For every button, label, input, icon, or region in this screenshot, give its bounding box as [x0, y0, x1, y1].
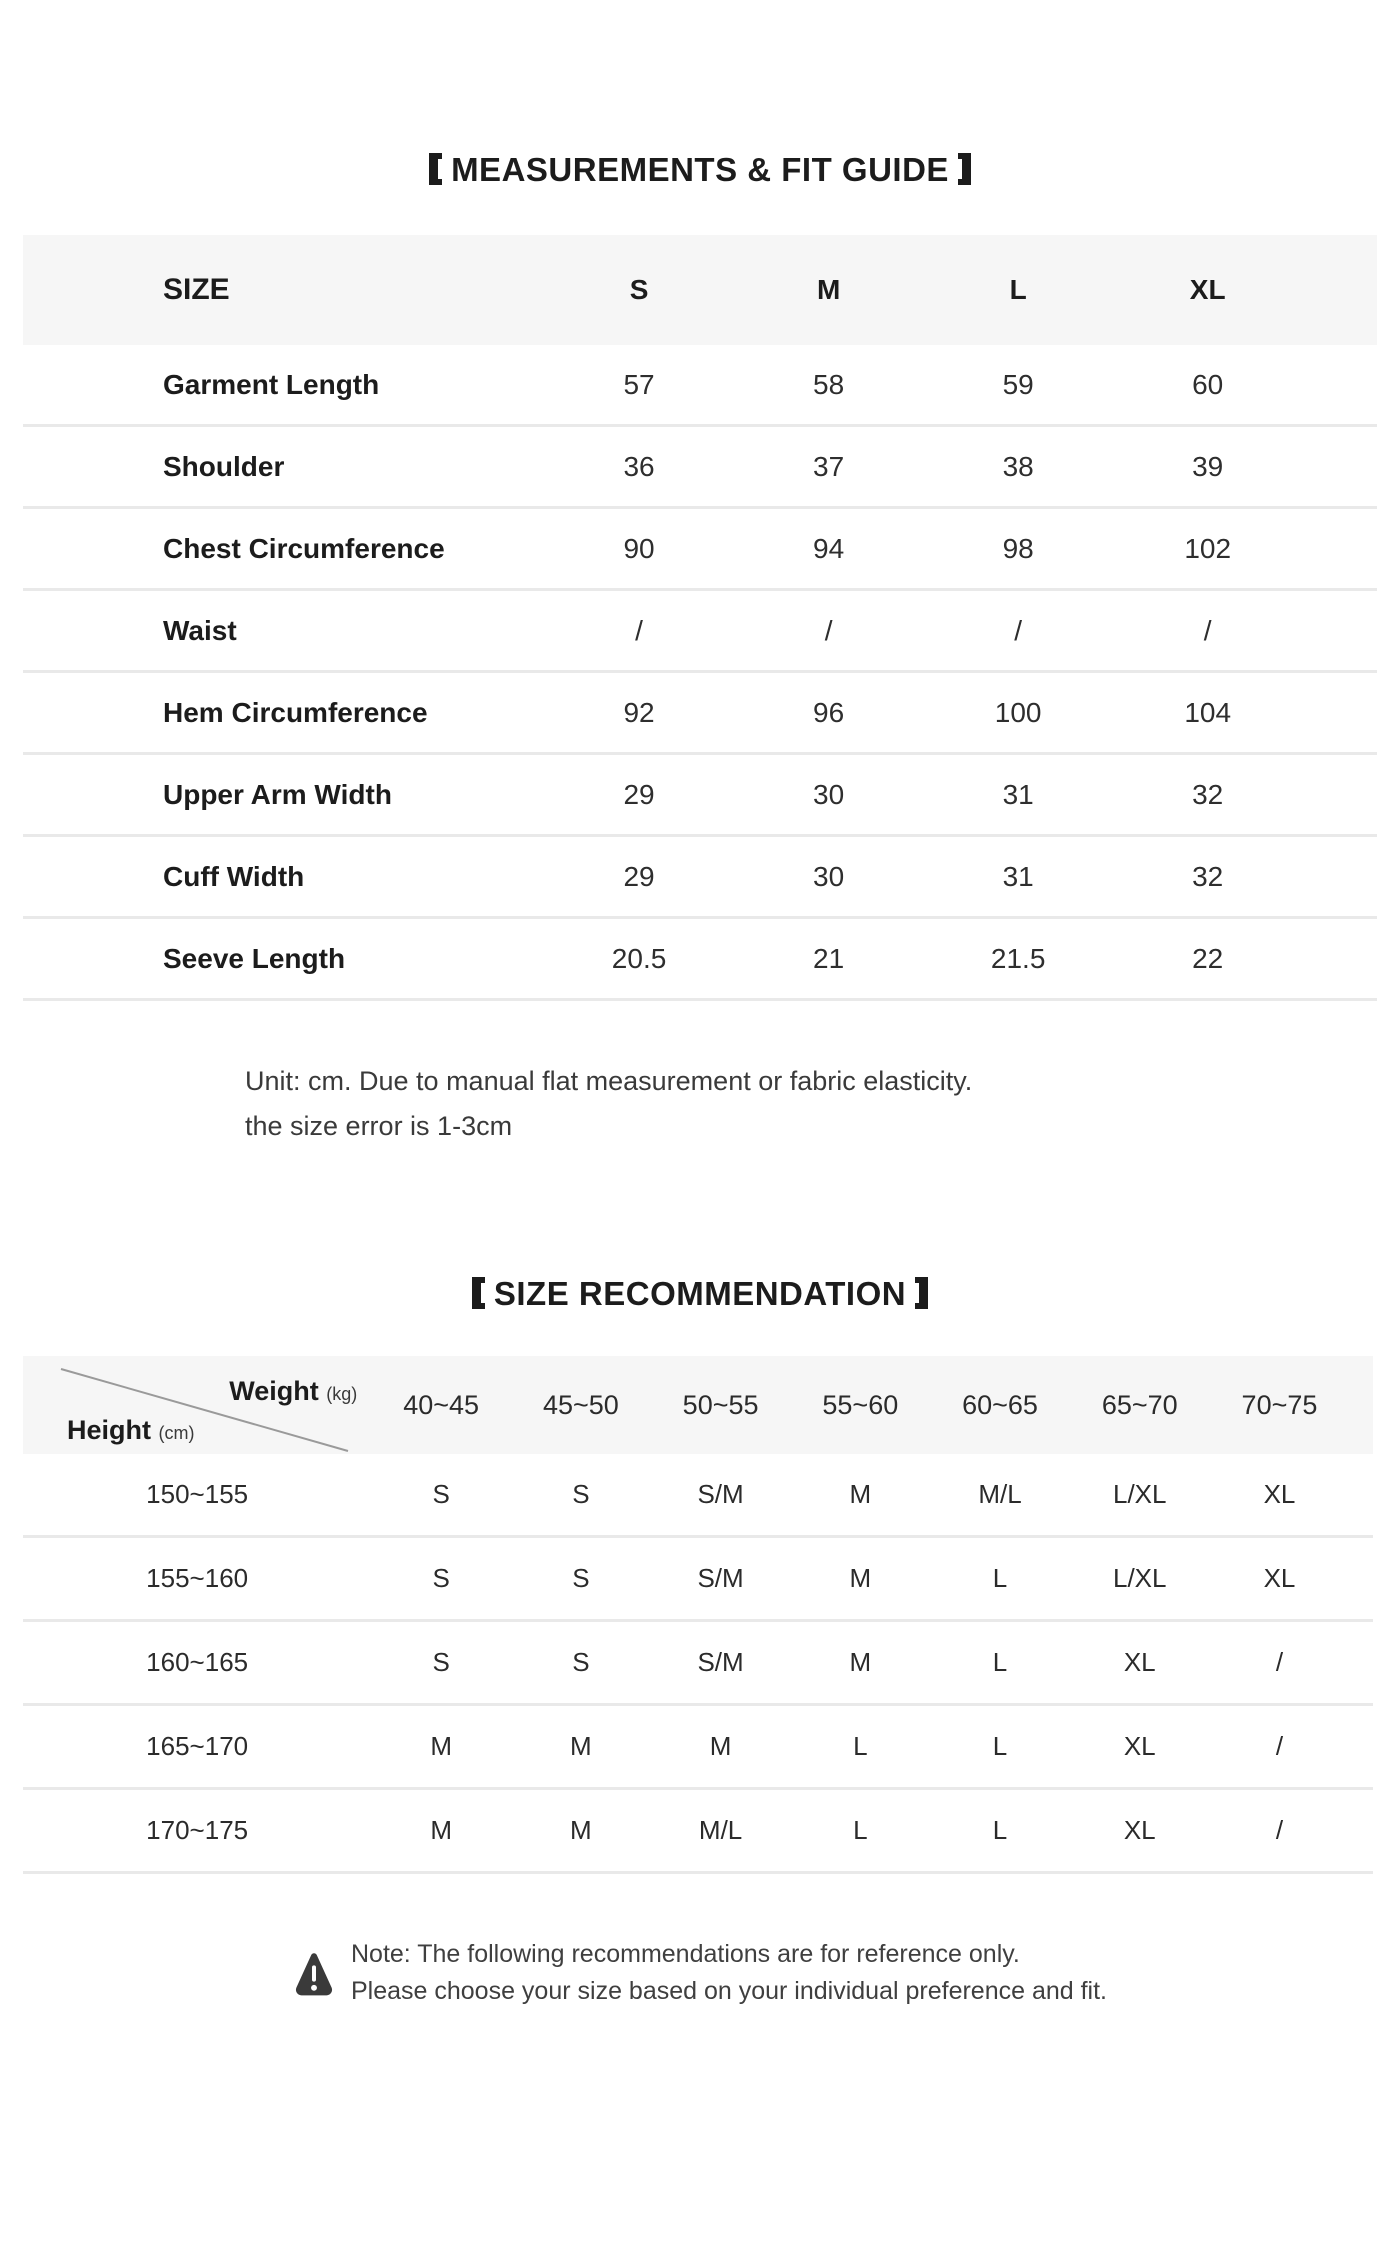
- table-row: [23, 1622, 1373, 1706]
- table-row: [23, 509, 1377, 591]
- size-cell: S: [432, 1479, 450, 1509]
- measurements-table: [23, 235, 1377, 1001]
- unit-note: [245, 1059, 1400, 1149]
- cell-value: 96: [813, 696, 845, 728]
- recommendation-section-title: [0, 1274, 1400, 1314]
- size-cell: XL: [1263, 1479, 1296, 1509]
- size-cell: M/L: [698, 1815, 743, 1845]
- warning-exclamation-icon: [293, 1948, 335, 1998]
- cell-value: 90: [623, 532, 655, 564]
- cell-value: 29: [623, 860, 655, 892]
- cell-value: 100: [994, 696, 1042, 728]
- cell-value: 39: [1192, 450, 1224, 482]
- measurements-table-header-row: [23, 235, 1377, 345]
- height-unit-text: (cm): [158, 1423, 195, 1443]
- reference-note-line-1: Note: The following recommendations are for reference only.: [350, 1940, 1020, 1968]
- left-bracket-decoration: [472, 1277, 485, 1309]
- size-cell: M: [849, 1647, 872, 1677]
- cell-value: 60: [1192, 368, 1224, 400]
- size-cell: M/L: [978, 1479, 1022, 1509]
- height-axis-label: [67, 1415, 195, 1446]
- cell-value: 32: [1192, 778, 1224, 810]
- weight-axis-label: [229, 1376, 357, 1407]
- size-cell: M: [570, 1815, 592, 1845]
- size-cell: S/M: [697, 1479, 744, 1509]
- cell-value: /: [1014, 614, 1023, 646]
- cell-value: 94: [813, 532, 845, 564]
- cell-value: /: [635, 614, 643, 646]
- cell-value: 59: [1002, 368, 1034, 400]
- table-row: [23, 1706, 1373, 1790]
- size-cell: L: [992, 1563, 1008, 1593]
- table-row: [23, 919, 1377, 1001]
- weight-column-header: 40~45: [403, 1389, 480, 1420]
- row-label: Shoulder: [163, 450, 285, 482]
- size-cell: XL: [1123, 1815, 1156, 1845]
- table-row: [23, 345, 1377, 427]
- cell-value: 32: [1192, 860, 1224, 892]
- left-bracket-decoration: [429, 153, 442, 185]
- cell-value: 102: [1184, 532, 1232, 564]
- table-row: [23, 1790, 1373, 1874]
- reference-note-text: [351, 1936, 1107, 2010]
- size-cell: L: [853, 1815, 868, 1845]
- table-row: [23, 1538, 1373, 1622]
- weight-height-corner-cell: [23, 1356, 371, 1454]
- weight-column-header: 60~65: [962, 1389, 1038, 1420]
- size-cell: XL: [1123, 1731, 1156, 1761]
- size-cell: /: [1275, 1647, 1284, 1677]
- row-label: Cuff Width: [163, 860, 305, 892]
- cell-value: 21.5: [990, 942, 1046, 974]
- right-bracket-decoration: [915, 1277, 928, 1309]
- cell-value: 29: [623, 778, 655, 810]
- cell-value: 20.5: [611, 942, 667, 974]
- cell-value: 30: [813, 778, 845, 810]
- cell-value: 37: [813, 450, 845, 482]
- size-cell: S/M: [697, 1647, 744, 1677]
- size-cell: S: [572, 1563, 590, 1593]
- size-cell: S: [572, 1647, 590, 1677]
- size-cell: S/M: [697, 1563, 744, 1593]
- height-range-label: 150~155: [146, 1479, 249, 1509]
- column-header-m: M: [816, 274, 841, 305]
- cell-value: 38: [1002, 450, 1034, 482]
- height-range-label: 155~160: [146, 1563, 249, 1593]
- size-cell: /: [1275, 1815, 1284, 1845]
- cell-value: 92: [623, 696, 655, 728]
- height-label-text: Height: [67, 1415, 151, 1445]
- cell-value: 104: [1184, 696, 1232, 728]
- weight-unit-text: (kg): [326, 1384, 358, 1404]
- size-cell: S: [432, 1647, 450, 1677]
- reference-note: [0, 1936, 1400, 2010]
- size-cell: S: [432, 1563, 450, 1593]
- unit-note-line-1: Unit: cm. Due to manual flat measurement or fabric elasticity.: [245, 1066, 973, 1096]
- measurements-title-text: MEASUREMENTS & FIT GUIDE: [451, 151, 949, 188]
- row-label: Seeve Length: [163, 942, 346, 974]
- table-row: [23, 837, 1377, 919]
- height-range-label: 165~170: [146, 1731, 249, 1761]
- column-header-xl: XL: [1189, 274, 1226, 305]
- size-header-cell: SIZE: [163, 273, 230, 306]
- size-cell: M: [849, 1563, 872, 1593]
- unit-note-line-2: the size error is 1-3cm: [245, 1111, 513, 1141]
- cell-value: 30: [813, 860, 845, 892]
- row-label: Chest Circumference: [163, 532, 445, 564]
- size-cell: M: [709, 1731, 732, 1761]
- weight-label-text: Weight: [229, 1376, 319, 1406]
- table-row: [23, 591, 1377, 673]
- size-cell: S: [572, 1479, 590, 1509]
- table-row: [23, 755, 1377, 837]
- cell-value: 22: [1192, 942, 1224, 974]
- size-cell: M: [430, 1731, 452, 1761]
- row-label: Garment Length: [163, 368, 380, 400]
- table-row: [23, 1454, 1373, 1538]
- size-cell: M: [570, 1731, 592, 1761]
- weight-column-header: 70~75: [1241, 1389, 1318, 1420]
- column-header-l: L: [1009, 274, 1027, 305]
- cell-value: 98: [1002, 532, 1034, 564]
- size-cell: XL: [1123, 1647, 1156, 1677]
- right-bracket-decoration: [958, 153, 971, 185]
- cell-value: 58: [813, 368, 845, 400]
- cell-value: /: [824, 614, 833, 646]
- size-recommendation-table: [23, 1356, 1373, 1874]
- column-header-s: S: [629, 274, 649, 305]
- size-cell: L/XL: [1113, 1563, 1167, 1593]
- cell-value: 36: [623, 450, 655, 482]
- recommendation-table-header-row: [23, 1356, 1373, 1454]
- cell-value: 21: [813, 942, 845, 974]
- cell-value: 31: [1002, 860, 1034, 892]
- size-cell: L/XL: [1113, 1479, 1167, 1509]
- reference-note-line-2: Please choose your size based on your individual preference and fit.: [350, 1977, 1108, 2005]
- size-cell: M: [430, 1815, 452, 1845]
- weight-column-header: 45~50: [542, 1389, 619, 1420]
- weight-column-header: 65~70: [1101, 1389, 1178, 1420]
- row-label: Waist: [163, 614, 237, 646]
- row-label: Upper Arm Width: [163, 778, 392, 810]
- size-cell: M: [849, 1479, 872, 1509]
- size-cell: /: [1275, 1731, 1284, 1761]
- cell-value: 57: [623, 368, 655, 400]
- table-row: [23, 673, 1377, 755]
- recommendation-title-text: SIZE RECOMMENDATION: [493, 1275, 907, 1312]
- table-row: [23, 427, 1377, 509]
- height-range-label: 160~165: [146, 1647, 249, 1677]
- cell-value: /: [1203, 614, 1212, 646]
- measurements-section-title: [0, 150, 1400, 190]
- size-cell: L: [992, 1731, 1008, 1761]
- height-range-label: 170~175: [146, 1815, 249, 1845]
- size-cell: L: [992, 1647, 1008, 1677]
- row-label: Hem Circumference: [163, 696, 428, 728]
- weight-column-header: 50~55: [682, 1389, 759, 1420]
- cell-value: 31: [1002, 778, 1034, 810]
- size-cell: L: [992, 1815, 1008, 1845]
- size-cell: XL: [1263, 1563, 1296, 1593]
- size-cell: L: [853, 1731, 868, 1761]
- weight-column-header: 55~60: [822, 1389, 899, 1420]
